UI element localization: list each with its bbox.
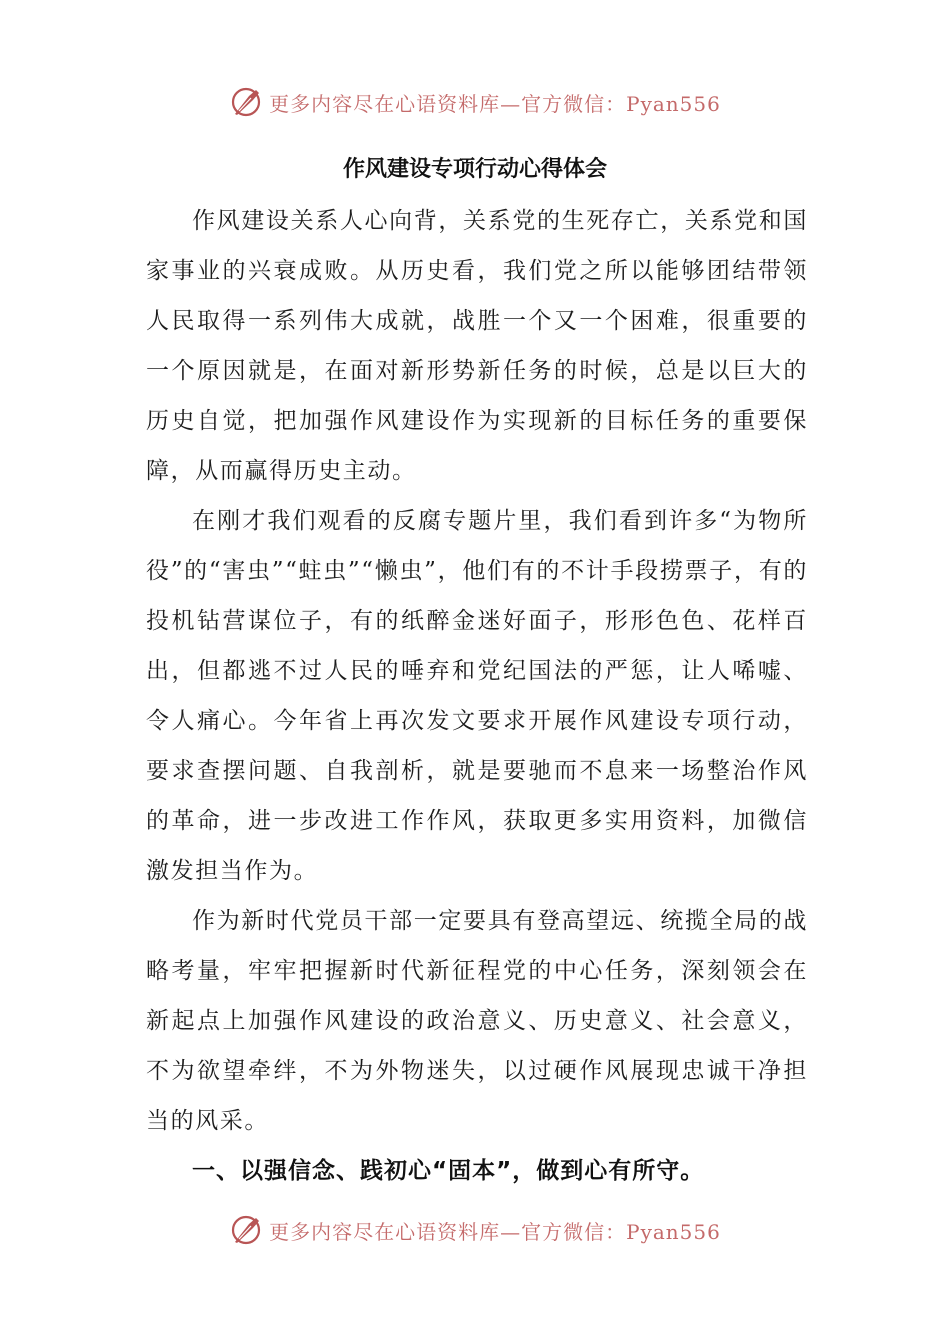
section-heading: 一、以强信念、践初心“固本”，做到心有所守。 <box>192 1158 705 1184</box>
document-title: 作风建设专项行动心得体会 <box>342 157 607 182</box>
watermark-text: 更多内容尽在心语资料库—官方微信：Pyan556 <box>269 91 721 116</box>
pen-nib-circle-icon <box>229 84 265 120</box>
paragraph: 作风建设关系人心向背，关系党的生死存亡，关系党和国家事业的兴衰成败。从历史看，我们党之所以能够团结带领人民取得一系列伟大成就，战胜一个又一个困难，很重要的一个原因就是，在面对新形势新任务的时候，总是以巨大的历史自觉，把加强作风建设作为实现新的目标任务的重要保障，从而赢得历史主动。 <box>146 208 808 484</box>
header-watermark <box>0 82 950 122</box>
pen-nib-circle-icon <box>229 1212 265 1248</box>
paragraph: 作为新时代党员干部一定要具有登高望远、统揽全局的战略考量，牢牢把握新时代新征程党的中心任务，深刻领会在新起点上加强作风建设的政治意义、历史意义、社会意义，不为欲望牵绊，不为外物迷失，以过硬作风展现忠诚干净担当的风采。 <box>146 908 808 1134</box>
watermark-text: 更多内容尽在心语资料库—官方微信：Pyan556 <box>269 1219 721 1244</box>
document-body <box>146 196 808 1196</box>
footer-watermark <box>0 1210 950 1250</box>
paragraph: 在刚才我们观看的反腐专题片里，我们看到许多“为物所役”的“害虫”“蛀虫”“懒虫”，他们有的不计手段捞票子，有的投机钻营谋位子，有的纸醉金迷好面子，形形色色、花样百出，但都逃不过人民的唾弃和党纪国法的严惩，让人唏嘘、令人痛心。今年省上再次发文要求开展作风建设专项行动，要求查摆问题、自我剖析，就是要驰而不息来一场整治作风的革命，进一步改进工作作风，获取更多实用资料，加微信激发担当作为。 <box>146 508 808 884</box>
